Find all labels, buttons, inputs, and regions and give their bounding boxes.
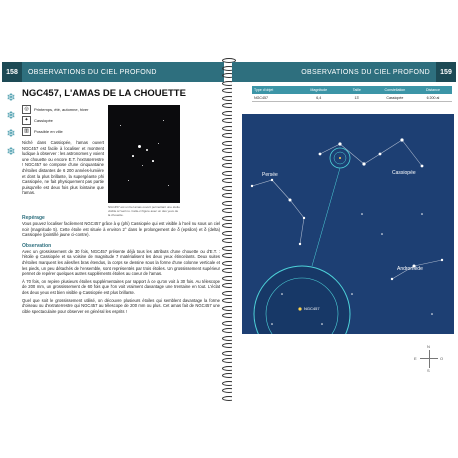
section-text: Vous pouvez localiser facilement NGC457 grâce à φ (phi) Cassiopée qui est visible à l'oeil nu sous un ciel noir (magnitude 5). Cette étoile est située à environ 2° dans le prolongement de δ (epsilon) et δ (delta) Cassiopée (pointillé jaune ci-contre).: [22, 221, 220, 238]
section-text: Avec un grossissement de 30 fois, NGC457 présente déjà tous les attributs d'une chouette ou d'E.T. : l'étoile φ Cassiopée et sa voisine de magnitude 7 matérialisent les deux yeux étincelants. Deux suites d'étoiles marquent les ailes/les bras étendus, la corps se dessine sous la forme d'une colonne verticale et les pieds, un peu détachés de l'ensemble, sont représentés par trois étoiles. Un grossissement supérieur permet de repérer quelques autres suppléments étoiles au coeur de l'amas.: [22, 248, 220, 277]
city-icon: ▥: [22, 127, 31, 136]
label-andromede: Andromède: [397, 266, 423, 272]
label-ngc457: NGC457: [304, 306, 320, 311]
ngc457-marker: [339, 157, 341, 159]
table-cell: 13': [354, 95, 360, 100]
zoom-circle: [254, 266, 350, 334]
star: [381, 233, 383, 235]
table-header: [252, 86, 452, 94]
star: [132, 155, 134, 157]
top-row: [22, 105, 220, 217]
info-list: [22, 105, 104, 136]
page-title: NGC457, L'AMAS DE LA CHOUETTE: [22, 88, 186, 99]
star: [163, 120, 164, 121]
star: [351, 293, 353, 295]
section-text: À 70 fois, on repère plusieurs étoiles supplémentaires par rapport à ce qu'on voit à 30 fois. Au télescope de 200 mm, un grossissement de 60 fois que l'on voit vraiment davantage une trentaine en tout. L'éclat des deux yeux est bien visible φ Cassiopée est plus brillante.: [22, 278, 220, 295]
compass-line-v: [429, 350, 430, 368]
sections: [22, 215, 220, 314]
perseus-lines: [252, 180, 304, 244]
info-column: [22, 105, 104, 203]
info-text: Possible en ville: [34, 128, 63, 134]
star: [400, 138, 403, 141]
table-header-cell: Magnitude: [310, 88, 328, 92]
star: [421, 165, 424, 168]
table-cell: 6,4: [316, 95, 322, 100]
star: [431, 313, 433, 315]
info-item: [22, 127, 104, 136]
star: [271, 179, 273, 181]
star: [321, 323, 323, 325]
compass: [414, 344, 444, 374]
star: [303, 217, 305, 219]
star-map: [242, 114, 454, 334]
snowflake-icon: ❄: [6, 146, 16, 158]
star: [441, 259, 443, 261]
star: [128, 180, 129, 181]
section-heading: Repérage: [22, 215, 45, 221]
table-header-cell: Type d'objet: [254, 88, 274, 92]
right-page-header: [232, 62, 456, 82]
compass-north: N: [427, 344, 430, 349]
photo-block: [108, 105, 180, 217]
section-heading: Observation: [22, 242, 52, 249]
star: [319, 153, 322, 156]
star: [142, 165, 143, 166]
star: [299, 243, 301, 245]
table-header-cell: Distance: [425, 88, 440, 92]
star: [289, 199, 292, 202]
binoculars-icon: ◎: [22, 105, 31, 114]
star: [338, 142, 341, 145]
table-cell: Cassiopée: [386, 95, 404, 100]
label-cassiopee: Cassiopée: [392, 170, 416, 176]
star: [168, 185, 169, 186]
page-number: 159: [436, 62, 456, 82]
star-map-svg: [242, 114, 454, 334]
table-cell: 6 200 al: [426, 95, 440, 100]
page-number: 158: [2, 62, 22, 82]
info-text: Cassiopée: [34, 117, 53, 123]
label-persee: Persée: [262, 172, 278, 178]
star: [362, 162, 365, 165]
star: [120, 125, 121, 126]
star: [421, 213, 423, 215]
header-title: OBSERVATIONS DU CIEL PROFOND: [28, 68, 157, 76]
photo-caption: NGC457 est un bel amas ouvert permettant une étoile visible à l'oeil nu. Celle-ci figure avec un des yeux de la chouette.: [108, 205, 180, 217]
info-item: [22, 116, 104, 125]
compass-south: S: [427, 368, 430, 373]
intro-paragraph: Niché dans Cassiopée, l'amas ouvert NGC457 est facile à localiser et montrent ludique à observer : les astronomes y voient une chouette ou encore E.T. l'extraterrestre ! NGC457 se compose d'une cinquantaine d'étoiles distantes de 6 200 années-lumière et dont la plus brillante, la supergéante phi Cassiopée, ne fait physiquement pas partie puisqu'elle est deux fois plus lointaine que l'amas.: [22, 140, 104, 196]
compass-west: O: [440, 356, 444, 361]
constellation-icon: ✦: [22, 116, 31, 125]
ngc457-photo: [108, 105, 180, 203]
star: [158, 143, 159, 144]
info-table: [252, 86, 452, 102]
section-text: Quel que soit le grossissement utilisé, on découvre plusieurs étoiles qui semblent davantage la forme d'oiseau ou d'extraterrestre qui NGC457 au télescope de 200 mm ou plus. Cet amas fait de NGC457 une cible spectaculaire pour observer en général les esprits !: [22, 297, 220, 314]
left-content: [22, 86, 220, 314]
star: [281, 293, 283, 295]
info-item: [22, 105, 104, 114]
zoom-connector: [312, 168, 340, 266]
compass-east: E: [414, 356, 417, 361]
left-page: [2, 62, 224, 402]
info-text: Printemps, été, automne, hiver: [34, 106, 89, 112]
right-page: [232, 62, 456, 402]
table-header-cell: Taille: [352, 88, 361, 92]
star: [379, 153, 382, 156]
snowflake-icon: ❄: [6, 110, 16, 122]
header-title: OBSERVATIONS DU CIEL PROFOND: [301, 68, 430, 76]
star: [391, 278, 393, 280]
star: [251, 185, 253, 187]
star: [361, 213, 363, 215]
left-page-header: [2, 62, 224, 82]
star: [271, 323, 273, 325]
table-row: [252, 94, 452, 102]
snowflake-icon: ❄: [6, 92, 16, 104]
table-cell: NGC457: [254, 95, 268, 100]
star: [146, 149, 148, 151]
ngc457-zoom-marker: [298, 307, 301, 310]
star: [138, 145, 141, 148]
table-header-cell: Constellation: [384, 88, 406, 92]
snowflake-icon: ❄: [6, 128, 16, 140]
side-icons: [5, 92, 19, 158]
star: [152, 160, 154, 162]
